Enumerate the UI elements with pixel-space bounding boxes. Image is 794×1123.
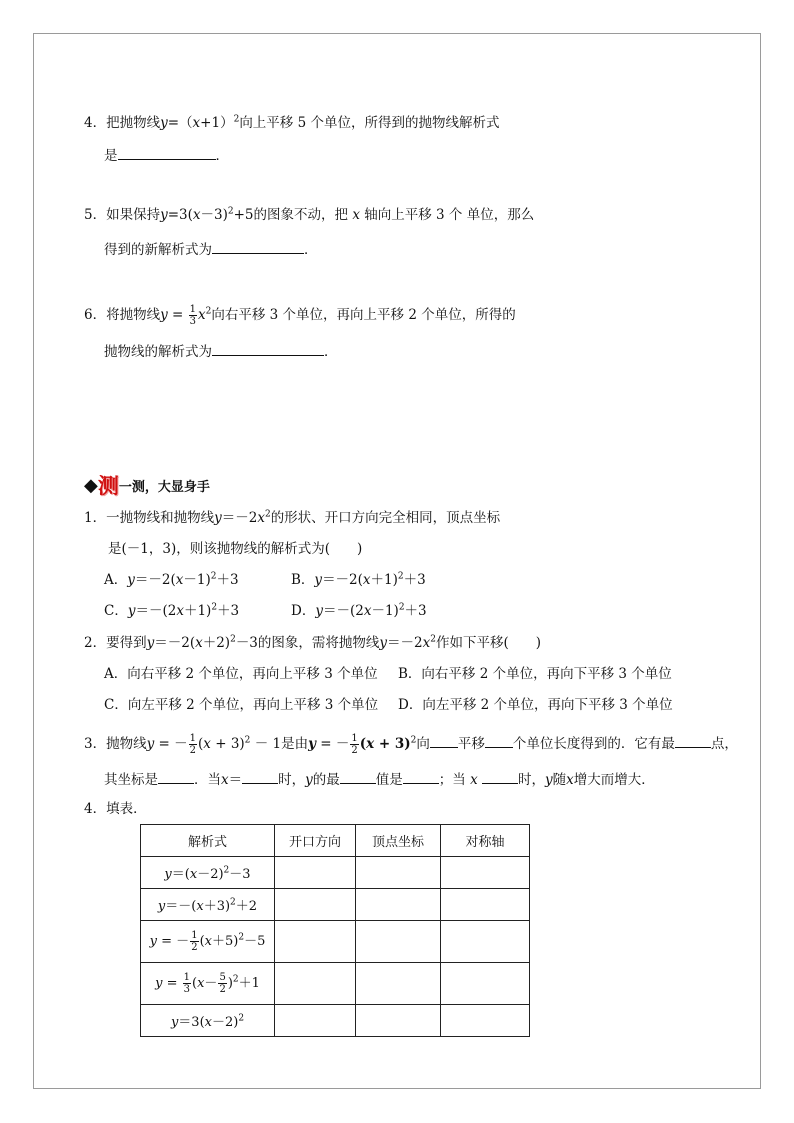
question-b4: 4．填表．: [84, 801, 147, 817]
table-cell-blank[interactable]: [275, 1005, 356, 1037]
table-cell-blank[interactable]: [275, 857, 356, 889]
answer-blank[interactable]: [340, 770, 376, 784]
table-row: [141, 1005, 530, 1037]
option-b2-d[interactable]: D．向左平移 2 个单位，再向下平移 3 个单位: [398, 697, 673, 713]
option-b2-a[interactable]: A．向右平移 2 个单位，再向上平移 3 个单位: [104, 666, 378, 682]
diamond-icon: ◆: [84, 474, 98, 496]
table-header-row: [141, 825, 530, 857]
table-cell-blank[interactable]: [356, 889, 441, 921]
question-b1-line2: 是(－1，3)，则该抛物线的解析式为( ): [108, 541, 363, 557]
option-b2-c[interactable]: C．向左平移 2 个单位，再向上平移 3 个单位: [104, 697, 379, 713]
table-cell-formula: $y=(x-2)^2-3$: [141, 857, 275, 889]
section-title-rest: 一测，大显身手: [118, 479, 210, 495]
table-row: [141, 963, 530, 1005]
question-a4-line1: 4．把抛物线$y=(x+1)^2$向上平移 5 个单位，所得到的抛物线解析式: [84, 114, 500, 131]
table-row: [141, 921, 530, 963]
answer-blank[interactable]: [212, 240, 304, 254]
answer-blank[interactable]: [482, 770, 518, 784]
table-cell-blank[interactable]: [356, 963, 441, 1005]
table-cell-blank[interactable]: [441, 857, 530, 889]
table-row: [141, 857, 530, 889]
table-cell-formula: y = － $\frac{1}{2}$ $(x+5)^2-5$: [141, 921, 275, 963]
fraction: $\frac{1}{2}$: [189, 733, 197, 756]
option-b1-d[interactable]: D．$y=-(2x-1)^2+3$: [291, 602, 427, 619]
answer-blank[interactable]: [485, 734, 513, 748]
answer-blank[interactable]: [403, 770, 439, 784]
section-heading: [84, 470, 210, 500]
answer-blank[interactable]: [212, 342, 324, 356]
question-a6-line1: 6．将抛物线y = $\frac{1}{3}$ $x^2$向右平移 3 个单位，再向上平移 2 个单位，所得的: [84, 304, 516, 327]
answer-blank[interactable]: [430, 734, 458, 748]
question-b3-line1: 3．抛物线y = － $\frac{1}{2}$ $(x + 3)^2 - 1$是由y = － $\frac{1}{2}$ $(x + 3)^2$向 平移 个单位长度得到的．它有最 点，: [84, 733, 738, 756]
fraction: $\frac{1}{2}$: [351, 733, 358, 756]
answer-blank[interactable]: [118, 146, 216, 160]
fraction: $\frac{1}{3}$: [189, 304, 197, 327]
question-a5-line1: 5．如果保持$y=3(x-3)^2+5$的图象不动，把 x 轴向上平移 3 个 单位，那么: [84, 206, 535, 223]
table-cell-blank[interactable]: [441, 1005, 530, 1037]
table-cell-blank[interactable]: [441, 921, 530, 963]
answer-blank[interactable]: [675, 734, 711, 748]
table-cell-blank[interactable]: [275, 889, 356, 921]
table-cell-blank[interactable]: [356, 921, 441, 963]
question-a6-line2: 抛物线的解析式为 ．: [104, 344, 338, 360]
table-header: 对称轴: [441, 825, 530, 857]
section-title-big: 测: [97, 474, 119, 498]
option-b1-b[interactable]: B．$y=-2(x+1)^2+3$: [291, 571, 426, 588]
option-b2-b[interactable]: B．向右平移 2 个单位，再向下平移 3 个单位: [398, 666, 672, 682]
table-cell-blank[interactable]: [356, 1005, 441, 1037]
table-cell-blank[interactable]: [441, 963, 530, 1005]
option-b1-a[interactable]: A．$y=-2(x-1)^2+3$: [104, 571, 239, 588]
fill-table: [140, 824, 530, 1037]
table-cell-formula: y = $\frac{1}{3}$ (x－ $\frac{5}{2}$ )$^2$＋1: [141, 963, 275, 1005]
table-cell-blank[interactable]: [441, 889, 530, 921]
table-cell-blank[interactable]: [356, 857, 441, 889]
table-cell-formula: $y=3(x-2)^2$: [141, 1005, 275, 1037]
answer-blank[interactable]: [242, 770, 278, 784]
table-cell-blank[interactable]: [275, 921, 356, 963]
question-b2-line1: 2．要得到$y=-2(x+2)^2-3$的图象，需将抛物线$y=-2x^2$作如下平移( ): [84, 634, 542, 651]
question-b1-line1: 1．一抛物线和抛物线$y=-2x^2$的形状、开口方向完全相同，顶点坐标: [84, 509, 501, 526]
table-header: 解析式: [141, 825, 275, 857]
table-row: [141, 889, 530, 921]
question-a5-line2: 得到的新解析式为 ．: [104, 242, 318, 258]
table-header: 顶点坐标: [356, 825, 441, 857]
option-b1-c[interactable]: C．$y=-(2x+1)^2+3$: [104, 602, 240, 619]
answer-blank[interactable]: [158, 770, 194, 784]
table-header: 开口方向: [275, 825, 356, 857]
table-cell-blank[interactable]: [275, 963, 356, 1005]
question-a4-line2: 是 ．: [104, 148, 229, 164]
question-b3-line2: 其坐标是 ．当x＝ 时，y的最 值是 ；当 x 时，y随x增大而增大．: [104, 772, 655, 788]
table-cell-formula: $y=-(x+3)^2+2$: [141, 889, 275, 921]
